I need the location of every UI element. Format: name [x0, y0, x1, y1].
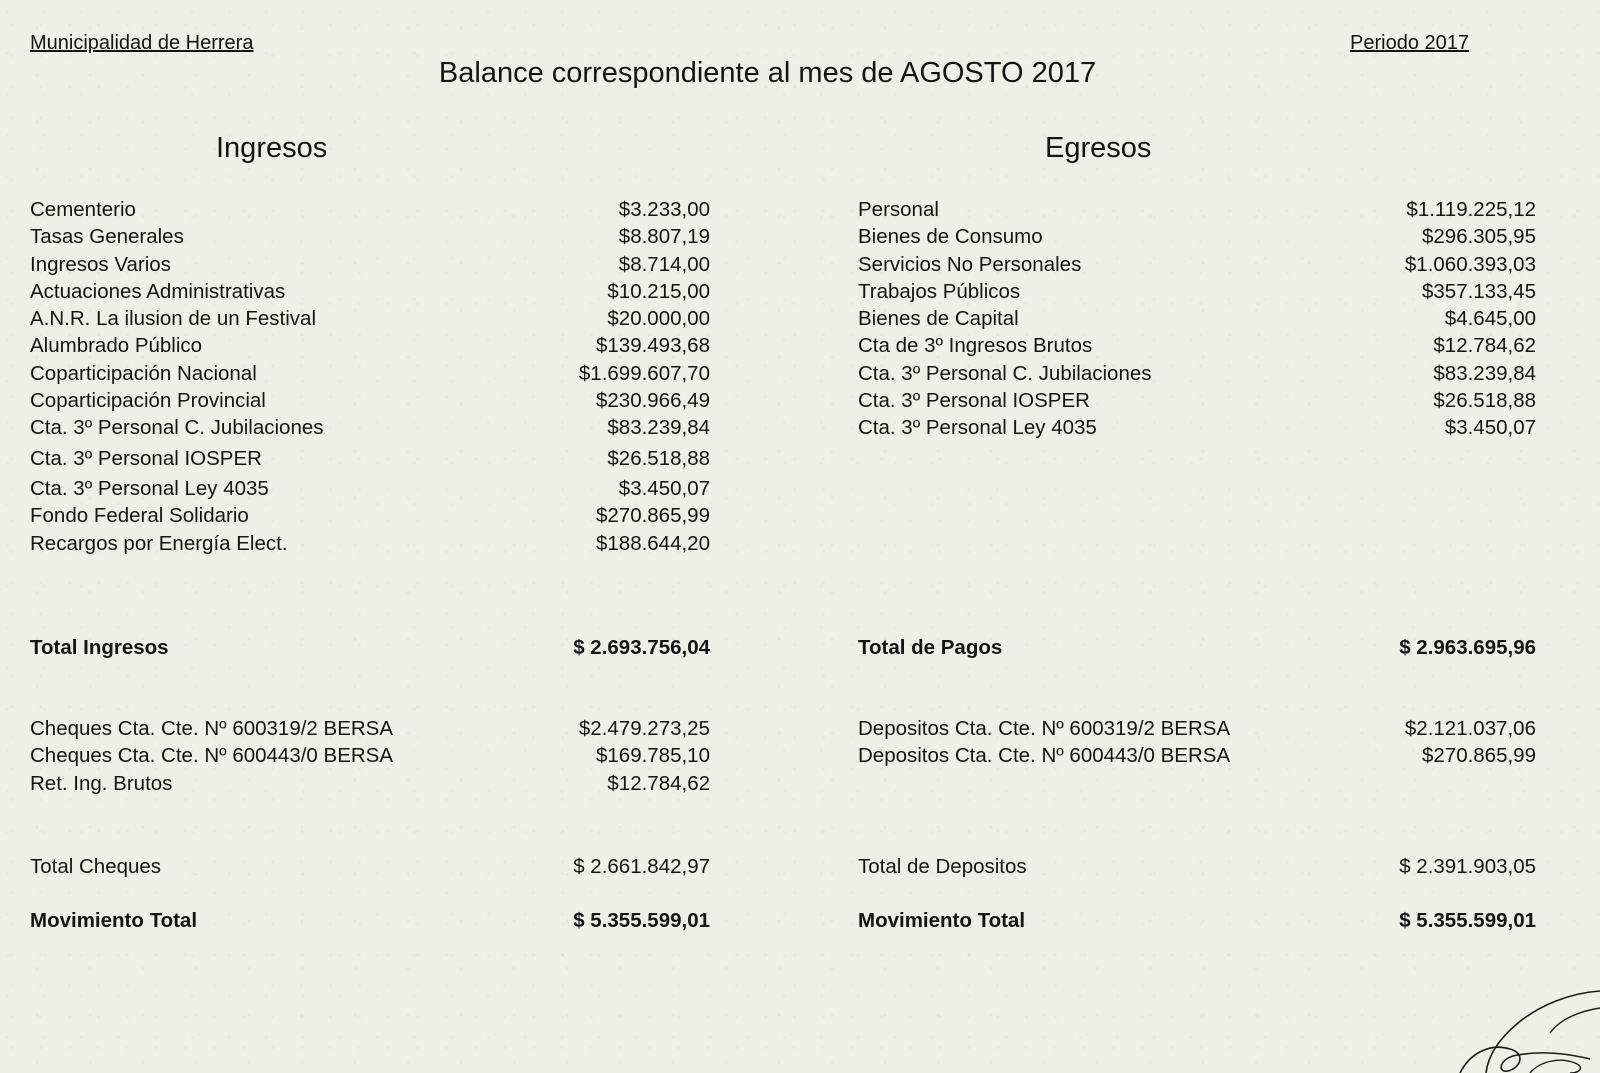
- row-amount: $83.239,84: [607, 416, 710, 440]
- total-pagos-amount: $ 2.963.695,96: [1399, 636, 1536, 659]
- egresos-row: [858, 360, 1536, 387]
- row-label: Ret. Ing. Brutos: [30, 771, 173, 795]
- row-amount: $270.865,99: [595, 504, 710, 528]
- cheques-row: [30, 770, 710, 797]
- municipality-name: Municipalidad de Herrera: [30, 32, 254, 54]
- row-amount: $230.966,49: [595, 389, 710, 413]
- row-label: Alumbrado Público: [30, 334, 203, 358]
- row-label: Actuaciones Administrativas: [30, 279, 286, 303]
- ingresos-row: [30, 278, 710, 305]
- ingresos-row: [30, 475, 710, 502]
- row-label: Servicios No Personales: [858, 252, 1082, 276]
- ingresos-row: [30, 360, 710, 387]
- total-depositos-row: [858, 853, 1536, 880]
- total-ingresos-amount: $ 2.693.756,04: [573, 636, 710, 659]
- row-amount: $20.000,00: [607, 307, 710, 331]
- total-row: [858, 634, 1536, 661]
- cheques-row: [30, 742, 710, 769]
- total-ingresos-row: [30, 634, 710, 661]
- movimiento-total-label: Movimiento Total: [858, 909, 1026, 932]
- depositos-row: [858, 715, 1536, 742]
- row-label: Cta. 3º Personal C. Jubilaciones: [858, 361, 1152, 385]
- total-pagos-label: Total de Pagos: [858, 636, 1003, 659]
- egresos-row: [858, 251, 1536, 278]
- row-amount: $3.450,07: [1444, 416, 1536, 440]
- total-depositos-amount: $ 2.391.903,05: [1399, 855, 1536, 878]
- period-label: Periodo 2017: [1350, 32, 1469, 54]
- row-label: Personal: [858, 198, 939, 221]
- egresos-row: [858, 387, 1536, 414]
- row-label: Coparticipación Nacional: [30, 361, 257, 385]
- depositos-list: [858, 715, 1536, 770]
- row-amount: $2.479.273,25: [578, 717, 710, 740]
- row-amount: $270.865,99: [1421, 744, 1536, 768]
- row-amount: $357.133,45: [1421, 279, 1536, 303]
- row-label: Bienes de Consumo: [858, 225, 1043, 249]
- row-label: Trabajos Públicos: [858, 279, 1021, 303]
- total-row: [858, 907, 1536, 934]
- row-amount: $83.239,84: [1433, 361, 1536, 385]
- total-row: [30, 853, 710, 880]
- depositos-row: [858, 742, 1536, 769]
- row-amount: $188.644,20: [595, 531, 710, 555]
- row-amount: $1.699.607,70: [578, 361, 710, 385]
- ingresos-row: [30, 530, 710, 557]
- ingresos-list: [30, 196, 710, 557]
- movimiento-total-egresos-row: [858, 907, 1536, 934]
- row-label: Bienes de Capital: [858, 307, 1019, 331]
- row-amount: $139.493,68: [595, 334, 710, 358]
- row-label: Coparticipación Provincial: [30, 389, 266, 413]
- egresos-row: [858, 414, 1536, 441]
- row-amount: $169.785,10: [595, 744, 710, 768]
- row-label: Cta. 3º Personal Ley 4035: [858, 416, 1097, 440]
- row-label: Recargos por Energía Elect.: [30, 531, 288, 555]
- egresos-list: [858, 196, 1536, 442]
- ingresos-row: [30, 251, 710, 278]
- document-title: Balance correspondiente al mes de AGOSTO 2017: [438, 57, 1097, 89]
- movimiento-total-ingresos-row: [30, 907, 710, 934]
- total-row: [858, 853, 1536, 880]
- row-amount: $4.645,00: [1444, 307, 1536, 331]
- row-label: Cta. 3º Personal IOSPER: [858, 389, 1090, 413]
- row-amount: $26.518,88: [1433, 389, 1536, 413]
- row-label: Cta. 3º Personal C. Jubilaciones: [30, 416, 324, 440]
- egresos-row: [858, 332, 1536, 359]
- row-amount: $3.450,07: [618, 476, 710, 500]
- ingresos-row: [30, 305, 710, 332]
- cheques-list: [30, 715, 710, 797]
- total-row: [30, 907, 710, 934]
- egresos-row: [858, 223, 1536, 250]
- signature-mark: [1400, 963, 1600, 1073]
- cheques-row: [30, 715, 710, 742]
- total-cheques-amount: $ 2.661.842,97: [573, 855, 710, 878]
- row-amount: $2.121.037,06: [1404, 717, 1536, 740]
- row-label: Cementerio: [30, 198, 136, 221]
- ingresos-row: [30, 196, 710, 223]
- ingresos-row: [30, 332, 710, 359]
- row-label: Depositos Cta. Cte. Nº 600319/2 BERSA: [858, 717, 1231, 740]
- row-label: Cta. 3º Personal Ley 4035: [30, 476, 269, 500]
- row-label: Cheques Cta. Cte. Nº 600319/2 BERSA: [30, 717, 394, 740]
- total-ingresos-label: Total Ingresos: [30, 636, 169, 659]
- total-cheques-row: [30, 853, 710, 880]
- row-amount: $26.518,88: [607, 446, 710, 470]
- movimiento-total-label: Movimiento Total: [30, 909, 198, 932]
- row-amount: $12.784,62: [1433, 334, 1536, 358]
- ingresos-row: [30, 502, 710, 529]
- row-amount: $3.233,00: [618, 198, 710, 221]
- row-amount: $1.060.393,03: [1404, 252, 1536, 276]
- egresos-row: [858, 196, 1536, 223]
- ingresos-row: [30, 223, 710, 250]
- ingresos-row: [30, 414, 710, 441]
- row-amount: $1.119.225,12: [1406, 198, 1536, 221]
- total-cheques-label: Total Cheques: [30, 855, 162, 878]
- ingresos-heading: Ingresos: [216, 132, 328, 164]
- row-label: Tasas Generales: [30, 225, 184, 249]
- ingresos-row: [30, 387, 710, 414]
- ingresos-row: [30, 445, 710, 472]
- row-label: A.N.R. La ilusion de un Festival: [30, 307, 316, 331]
- row-label: Cta. 3º Personal IOSPER: [30, 446, 262, 470]
- row-label: Ingresos Varios: [30, 252, 171, 276]
- total-row: [30, 634, 710, 661]
- row-amount: $296.305,95: [1421, 225, 1536, 249]
- row-amount: $8.807,19: [618, 225, 710, 249]
- total-depositos-label: Total de Depositos: [858, 855, 1027, 878]
- total-pagos-row: [858, 634, 1536, 661]
- movimiento-total-amount: $ 5.355.599,01: [1399, 909, 1536, 932]
- row-label: Fondo Federal Solidario: [30, 504, 249, 528]
- row-label: Cheques Cta. Cte. Nº 600443/0 BERSA: [30, 744, 394, 768]
- egresos-row: [858, 305, 1536, 332]
- egresos-heading: Egresos: [1045, 132, 1152, 164]
- row-amount: $12.784,62: [607, 771, 710, 795]
- row-label: Cta de 3º Ingresos Brutos: [858, 334, 1093, 358]
- row-label: Depositos Cta. Cte. Nº 600443/0 BERSA: [858, 744, 1231, 768]
- movimiento-total-amount: $ 5.355.599,01: [573, 909, 710, 932]
- egresos-row: [858, 278, 1536, 305]
- row-amount: $10.215,00: [607, 279, 710, 303]
- row-amount: $8.714,00: [618, 252, 710, 276]
